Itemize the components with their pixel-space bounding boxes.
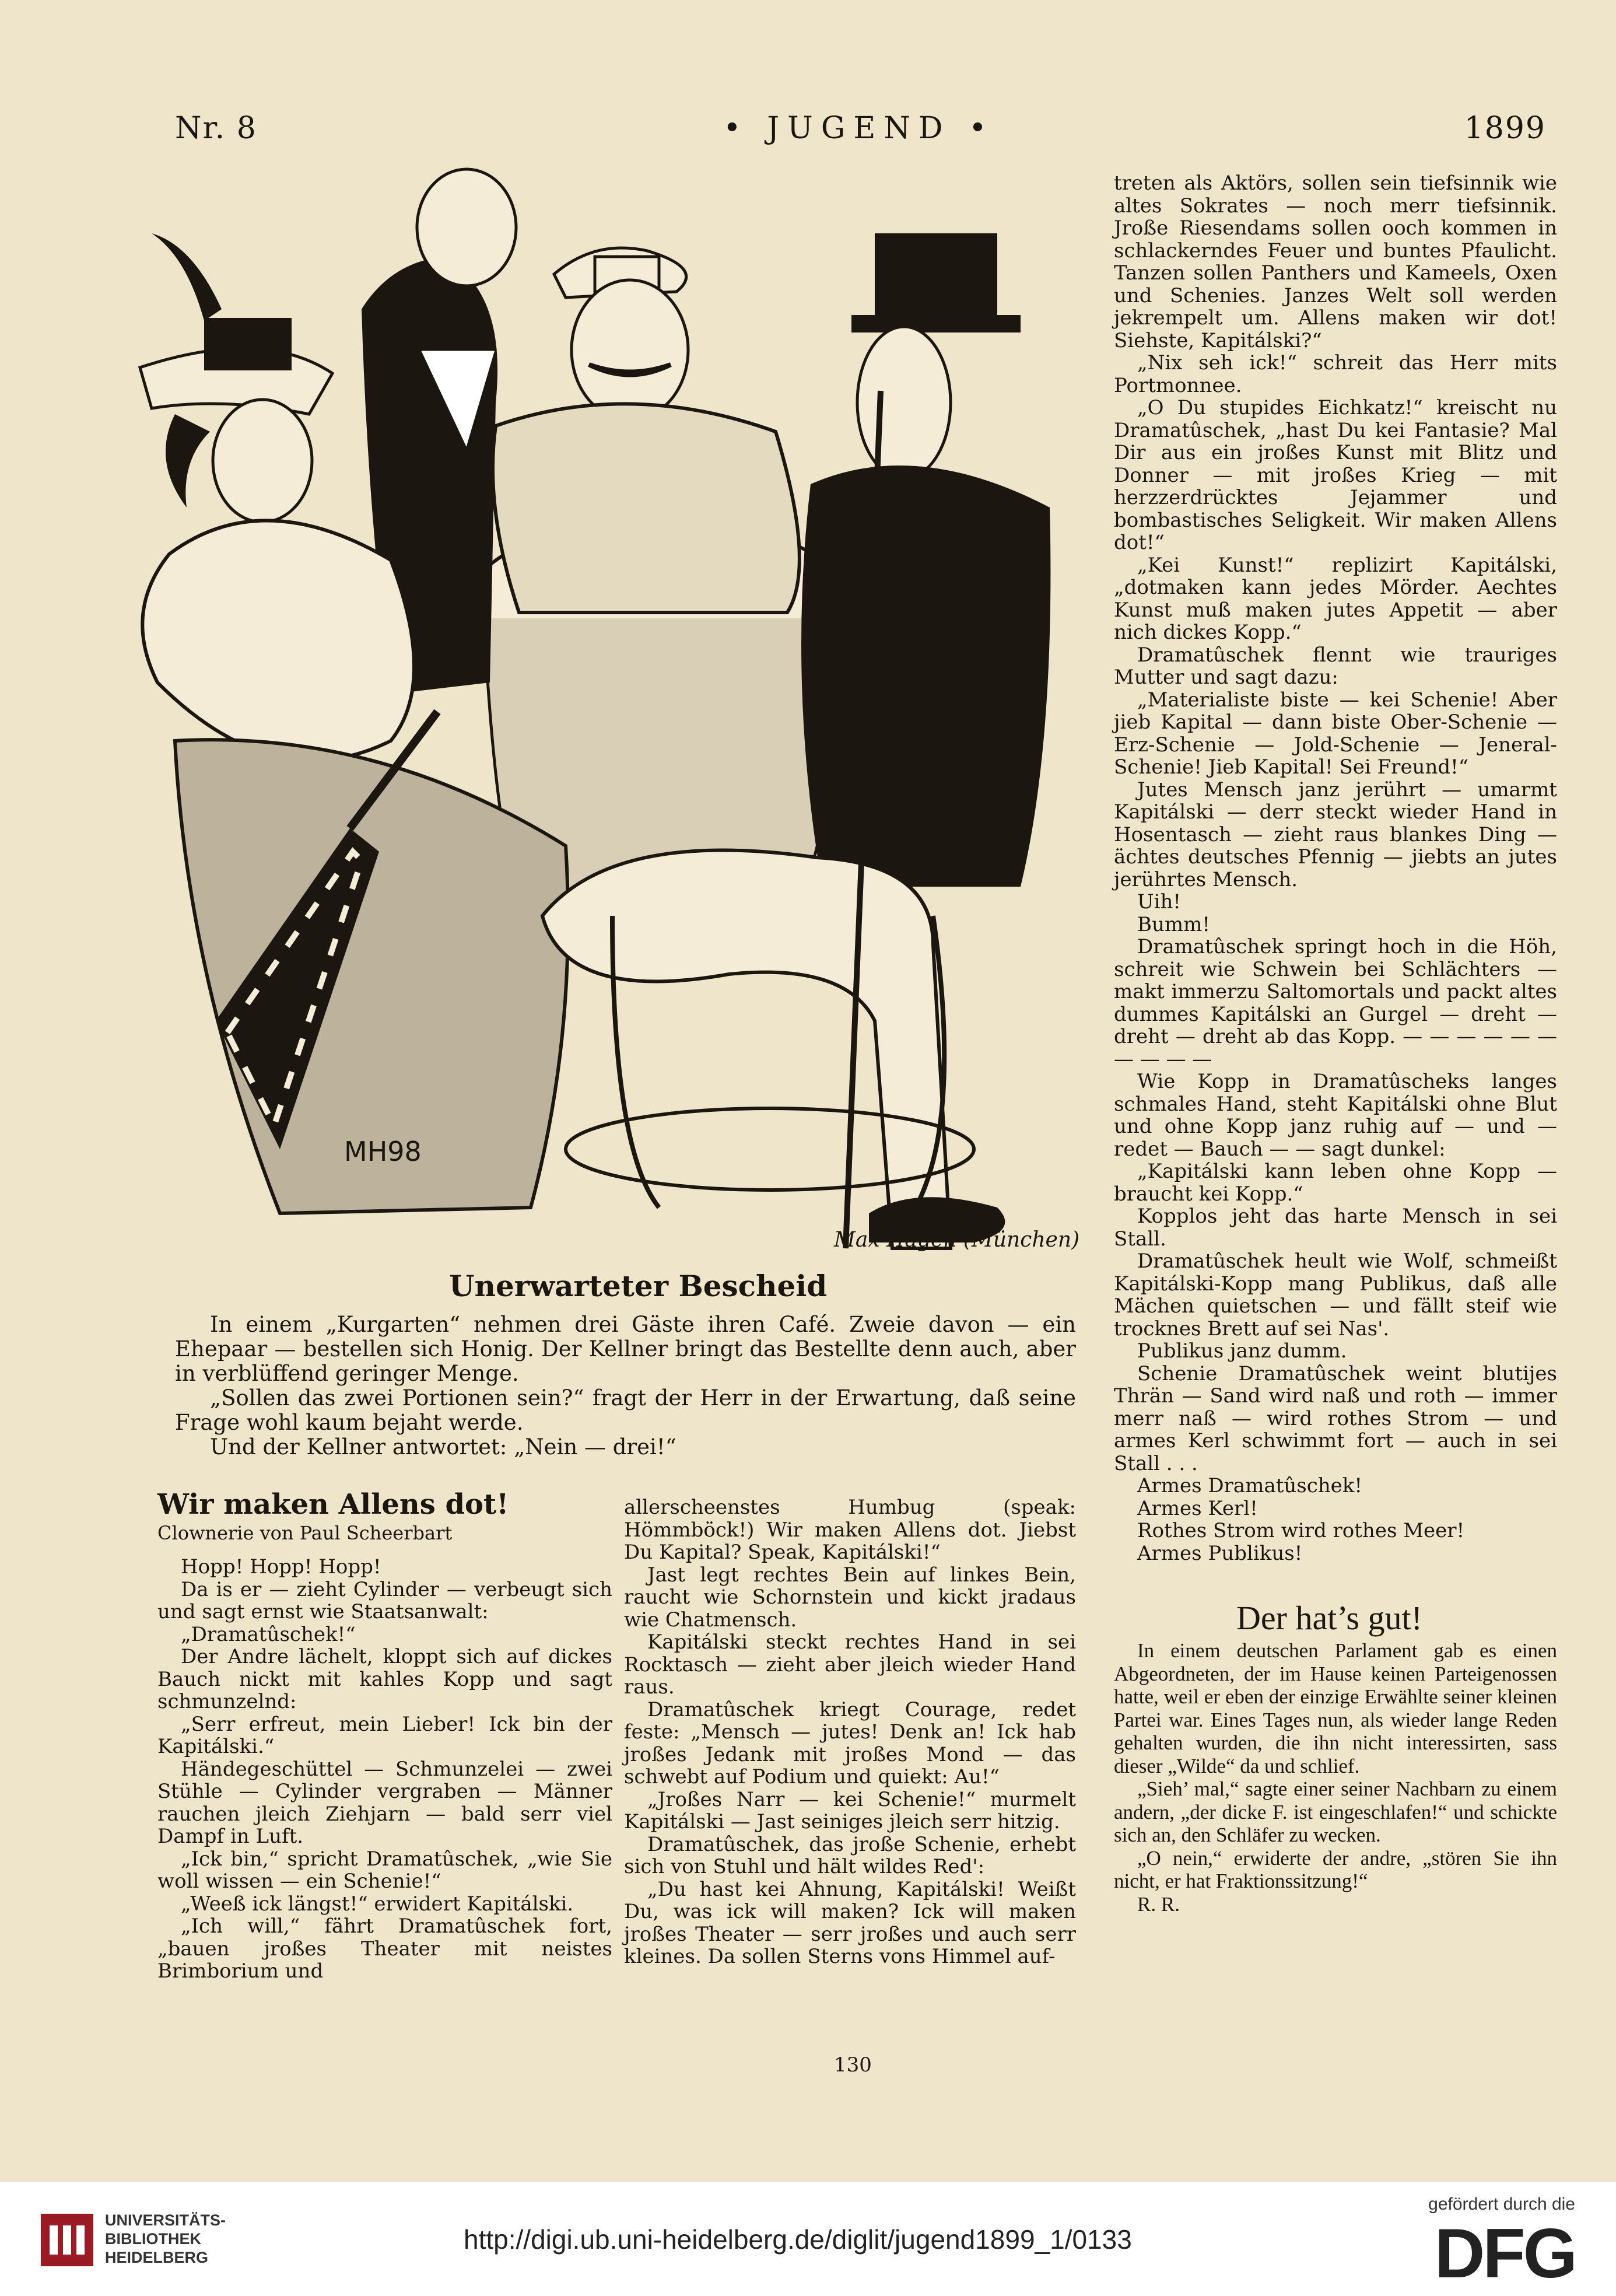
article-paragraph: Dramatûschek heult wie Wolf, schmeißt Kapitálski-Kopp mang Publikus, daß alle Mächen quietschen — und fällt steif wie trocknes Brett auf sei Nas'. [1114,1250,1557,1340]
feature-paragraph: „Sollen das zwei Portionen sein?“ fragt der Herr in der Erwartung, daß seine Frage wohl kaum bejaht werde. [175,1385,1076,1435]
short-paragraph: „Sieh’ mal,“ sagte einer seiner Nachbarn zu einem andern, „der dicke F. ist eingeschlafen!“ und schickte sich an, den Schläfer zu wecken. [1114,1777,1557,1846]
article-paragraph: „Jroßes Narr — kei Schenie!“ murmelt Kapitálski — Jast seiniges jleich serr hitzig. [624,1787,1076,1833]
article-paragraph: allerscheenstes Humbug (speak: Hömmböck!) Wir maken Allens dot. Jiebst Du Kapital? Speak, Kapitálski!“ [624,1496,1076,1564]
short-paragraph: In einem deutschen Parlament gab es einen Abgeordneten, der im Hause keinen Parteigenossen hatte, weil er eben der einzige Erwählte seiner kleinen Partei war. Eines Tages nun, als wieder lange Reden gehalten wurden, die ihn nicht interessirten, sass dieser „Wilde“ da und schlief. [1114,1639,1557,1777]
article-paragraph: „Kapitálski kann leben ohne Kopp — braucht kei Kopp.“ [1114,1160,1557,1206]
article-paragraph: Kopplos jeht das harte Mensch in sei Stall. [1114,1205,1557,1251]
article-paragraph: Der Andre lächelt, kloppt sich auf dickes Bauch nickt mit kahles Kopp und sagt schmunzelnd: [157,1645,612,1713]
article-paragraph: Armes Dramatûschek! [1137,1474,1363,1497]
article-paragraph: Uih! [1137,890,1182,914]
article-paragraph: Bumm! [1137,912,1211,936]
feature-paragraph: Und der Kellner antwortet: „Nein — drei!“ [210,1434,676,1460]
article-paragraph: „Nix seh ick!“ schreit das Herr mits Portmonnee. [1114,351,1557,397]
short-piece-title: Der hat’s gut! [1236,1599,1422,1637]
article-paragraph: treten als Aktörs, sollen sein tiefsinnik wie altes Sokrates — noch merr tiefsinnik. Jroße Riesendams sollen ooch kommen in schlackerndes Feuer und buntes Pfaulicht. Tanzen sollen Panthers und Kameels, Oxen und Schenies. Janzes Welt soll werden jekrempelt um. Allens maken wir dot! Siehste, Kapitálski?“ [1114,172,1557,352]
article-paragraph: „Ich will,“ fährt Dramatûschek fort, „bauen jroßes Theater mit neistes Brimborium und [157,1915,612,1983]
article-paragraph: Dramatûschek flennt wie trauriges Mutter und sagt dazu: [1114,643,1557,689]
magazine-title: • JUGEND • [723,111,995,146]
article-paragraph: Da is er — zieht Cylinder — verbeugt sich und sagt ernst wie Staatsanwalt: [157,1577,612,1623]
article-paragraph: Wie Kopp in Dramatûscheks langes schmales Hand, steht Kapitálski ohne Blut und ohne Kopp janz ruhig auf — und — redet — Bauch — — sagt dunkel: [1114,1070,1557,1161]
article-paragraph: Hopp! Hopp! Hopp! [181,1555,381,1578]
article-paragraph: Händegeschüttel — Schmunzelei — zwei Stühle — Cylinder vergraben — Männer rauchen jleich Ziehjarn — bald serr viel Dampf in Luft. [157,1757,612,1848]
feature-text [175,1312,1076,1460]
feature-title: Unerwarteter Bescheid [449,1269,828,1303]
article-paragraph: Jutes Mensch janz jerührt — umarmt Kapitálski — derr steckt wieder Hand in Hosentasch — zieht raus blankes Ding — ächtes deutsches Pfennig — jiebts an jutes jerührtes Mensch. [1114,778,1557,891]
dfg-logo: DFG [1434,2214,1575,2292]
article-paragraph: Armes Publikus! [1137,1541,1303,1565]
article-subtitle: Clownerie von Paul Scheerbart [157,1521,453,1544]
article-paragraph: Dramatûschek kriegt Courage, redet feste: „Mensch — jutes! Denk an! Ick hab jroßes Jedank mit jroßes Mond — das schwebt auf Podium und quiekt: Au!“ [624,1698,1076,1788]
cafe-illustration [87,158,1056,1260]
issue-number: Nr. 8 [175,111,257,146]
short-piece-text [1114,1639,1557,1916]
article-paragraph: Rothes Strom wird rothes Meer! [1137,1519,1465,1542]
article-paragraph: „Dramatûschek!“ [181,1622,356,1646]
article-paragraph: Kapitálski steckt rechtes Hand in sei Rocktasch — zieht aber jleich wieder Hand raus. [624,1630,1076,1699]
short-signature: R. R. [1137,1892,1180,1916]
year: 1899 [1464,111,1546,146]
article-paragraph: Dramatûschek springt hoch in die Höh, schreit wie Schwein bei Schlächters — makt immerzu Saltomortals und packt altes dummes Kapitálski an Gurgel — dreht — dreht — dreht ab das Kopp. — — — — — — — — — — [1114,935,1557,1071]
article-paragraph: Publikus janz dumm. [1137,1339,1347,1363]
page-number: 130 [834,2053,872,2077]
article-paragraph: „Serr erfreut, mein Lieber! Ick bin der Kapitálski.“ [157,1712,612,1758]
article-paragraph: Armes Kerl! [1137,1496,1258,1520]
article-paragraph: Dramatûschek, das jroße Schenie, erhebt sich von Stuhl und hält wildes Red': [624,1832,1076,1878]
article-column-1 [157,1488,612,1983]
short-paragraph: „O nein,“ erwiderte der andre, „stören Sie ihn nicht, er hat Fraktionssitzung!“ [1114,1846,1557,1892]
permalink[interactable]: http://digi.ub.uni-heidelberg.de/diglit/jugend1899_1/0133 [464,2224,1132,2255]
footer-bar [0,2182,1616,2296]
article-paragraph: Schenie Dramatûschek weint blutijes Thrän — Sand wird naß und roth — immer merr naß — wird rothes Strom — und armes Kerl schwimmt fort — auch in sei Stall . . . [1114,1362,1557,1475]
article-paragraph: „Weeß ick längst!“ erwidert Kapitálski. [181,1892,574,1916]
library-logo-icon [41,2214,93,2266]
article-paragraph: „Materialiste biste — kei Schenie! Aber jieb Kapital — dann biste Ober-Schenie — Erz-Schenie — Jold-Schenie — Jeneral-Schenie! Jieb Kapital! Sei Freund!“ [1114,688,1557,779]
article-title: Wir maken Allens dot! [157,1488,509,1521]
article-paragraph: „Ick bin,“ spricht Dramatûschek, „wie Sie woll wissen — ein Schenie!“ [157,1847,612,1893]
article-paragraph: „Kei Kunst!“ replizirt Kapitálski, „dotmaken kann jedes Mörder. Aechtes Kunst muß maken jutes Appetit — aber nich dickes Kopp.“ [1114,553,1557,644]
article-column-2 [624,1496,1076,1968]
article-paragraph: Jast legt rechtes Bein auf linkes Bein, raucht wie Schornstein und kickt jradaus wie Chatmensch. [624,1563,1076,1632]
article-paragraph: „Du hast kei Ahnung, Kapitálski! Weißt Du, was ick will maken? Ick will maken jroßes Theater — serr jroßes und auch serr kleines. Da sollen Sterns vons Himmel auf- [624,1877,1076,1968]
article-paragraph: „O Du stupides Eichkatz!“ kreischt nu Dramatûschek, „hast Du kei Fantasie? Mal Dir aus ein jroßes Kunst mit Blitz und Donner — mit jroßes Krieg — mit herzzerdrücktes Jejammer und bombastisches Seligkeit. Wir maken Allens dot!“ [1114,396,1557,554]
article-column-3 [1114,172,1557,1564]
funded-by-label: gefördert durch die [1428,2194,1575,2214]
library-name: UNIVERSITÄTS- BIBLIOTHEK HEIDELBERG [105,2211,226,2266]
illustration-caption: Max Hagen (München) [834,1228,1080,1252]
artist-monogram: MH98 [344,1136,422,1167]
feature-paragraph: In einem „Kurgarten“ nehmen drei Gäste ihren Café. Zweie davon — ein Ehepaar — bestellen sich Honig. Der Kellner bringt das Bestellte denn auch, aber in verblüffend geringer Menge. [175,1312,1076,1386]
